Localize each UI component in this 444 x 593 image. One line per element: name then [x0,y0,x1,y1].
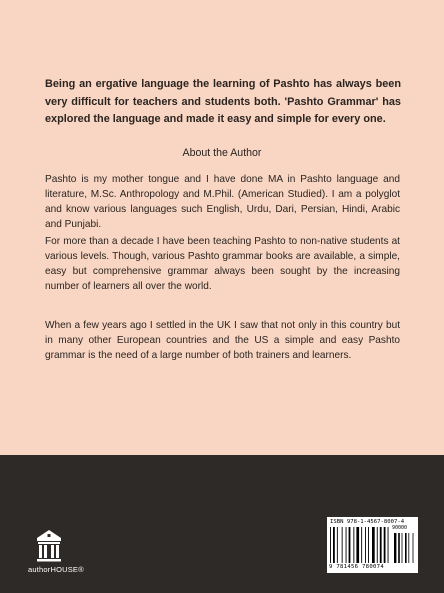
book-blurb: Being an ergative language the learning of Pashto has always been very difficult for teachers and students both. 'Pashto Grammar' has explored the language and made it easy and simple for every one. [45,78,401,125]
publisher-logo [28,528,88,578]
barcode-addon-digits: 90000 [392,525,408,531]
isbn-label: ISBN 978-1-4567-8007-4 [330,519,405,525]
isbn-barcode [327,517,418,573]
publisher-name: authorHOUSE® [28,565,84,574]
author-paragraph-3: When a few years ago I settled in the UK I saw that not only in this country but in many other European countries and the US a simple and easy Pashto grammar is the need of a large number of both trainers and learners. [45,320,400,361]
barcode-bars [330,527,416,563]
author-paragraph-1: Pashto is my mother tongue and I have done MA in Pashto language and literature, M.Sc. Anthropology and M.Phil. (American Studied). I am a polyglot and know various languages such English, Urdu, Dari, Persian, Hindi, Arabic and Punjabi. [45,174,400,230]
author-paragraph-2: For more than a decade I have been teaching Pashto to non-native students at various levels. Though, various Pashto grammar books are available, a simple, easy but comprehensive grammar always been sought by the increasing number of learners all over the world. [45,236,400,292]
house-building-icon [35,528,63,564]
barcode-digits: 9 781456 780074 [329,564,385,570]
about-author-heading: About the Author [182,147,262,159]
